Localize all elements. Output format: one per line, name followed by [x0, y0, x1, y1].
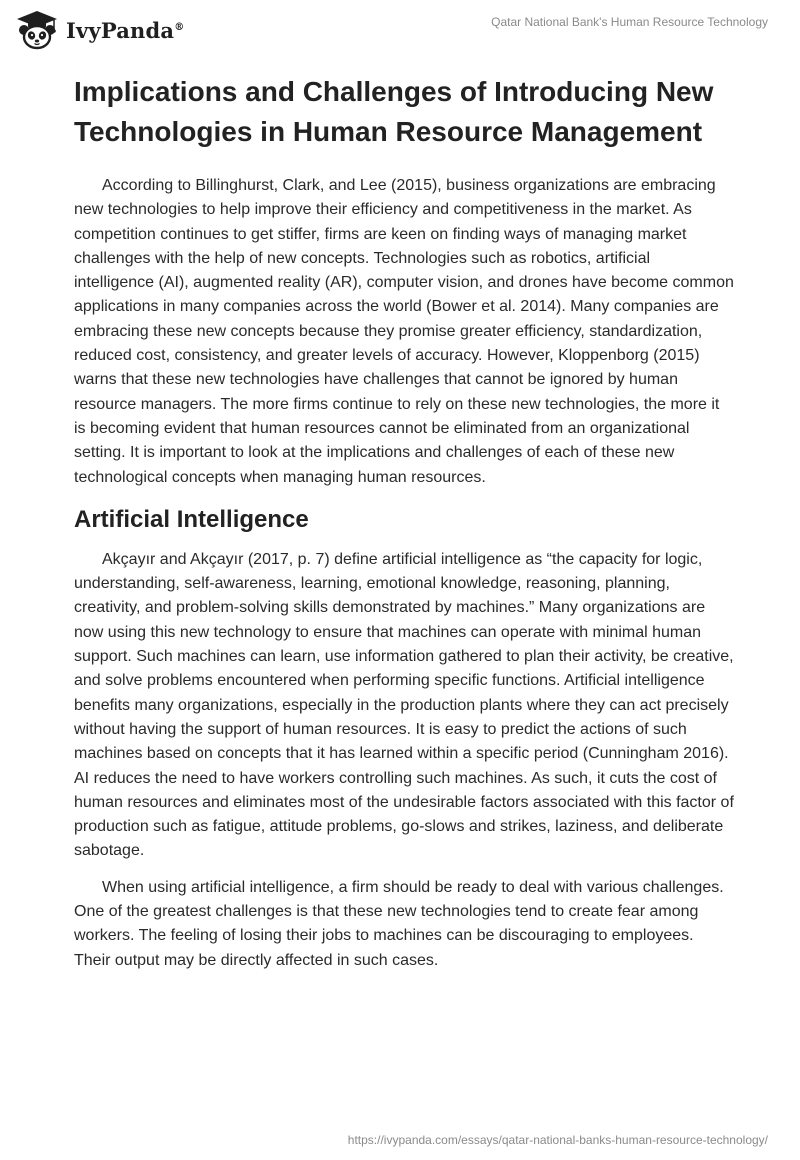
- page-title: Implications and Challenges of Introducing New Technologies in Human Resource Management: [74, 76, 714, 147]
- article-body: [74, 72, 734, 985]
- logo-wordmark: [66, 18, 184, 43]
- section-heading: Artificial Intelligence: [74, 505, 309, 533]
- section-paragraph-2: When using artificial intelligence, a firm should be ready to deal with various challenges. One of the greatest challenges is that these new technologies tend to create fear among workers. The feeling of losing their jobs to machines can be discouraging to employees. Their output may be directly affected in such cases.: [74, 878, 724, 969]
- registered-mark: ®: [174, 21, 185, 33]
- intro-paragraph: According to Billinghurst, Clark, and Lee (2015), business organizations are embracing new technologies to help improve their efficiency and competitiveness in the market. As competition continues to get stiffer, firms are keen on finding ways of managing market challenges with the help of new concepts. Technologies such as robotics, artificial intelligence (AI), augmented reality (AR), computer vision, and drones have become common applications in many companies across the world (Bower et al. 2014). Many companies are embracing these new concepts because they promise greater efficiency, standardization, reduced cost, consistency, and greater levels of accuracy. However, Kloppenborg (2015) warns that these new technologies have challenges that cannot be ignored by human resource managers. The more firms continue to rely on these new technologies, the more it is becoming evident that human resources cannot be eliminated from an organizational setting. It is important to look at the implications and challenges of each of these new technological concepts when managing human resources.: [74, 177, 734, 486]
- panda-graduate-icon: [14, 10, 60, 50]
- source-url[interactable]: https://ivypanda.com/essays/qatar-national-banks-human-resource-technology/: [347, 1133, 768, 1147]
- logo-text: IvyPanda: [66, 17, 175, 43]
- document-title: Qatar National Bank's Human Resource Technology: [491, 15, 768, 29]
- section-paragraph-1: Akçayır and Akçayır (2017, p. 7) define artificial intelligence as “the capacity for logic, understanding, self-awareness, learning, emotional knowledge, reasoning, planning, creativity, and problem-solving skills demonstrated by machines.” Many organizations are now using this new technology to ensure that machines can operate with minimal human support. Such machines can learn, use information gathered to plan their activity, be creative, and solve problems encountered when performing specific functions. Artificial intelligence benefits many organizations, especially in the production plants where they can act precisely without having the support of human resources. It is easy to predict the actions of such machines based on concepts that it has learned within a specific period (Cunningham 2016). AI reduces the need to have workers controlling such machines. As such, it cuts the cost of human resources and eliminates most of the undesirable factors associated with this factor of production such as fatigue, attitude problems, go-slows and strikes, laziness, and deliberate sabotage.: [74, 550, 734, 860]
- logo[interactable]: [14, 10, 184, 50]
